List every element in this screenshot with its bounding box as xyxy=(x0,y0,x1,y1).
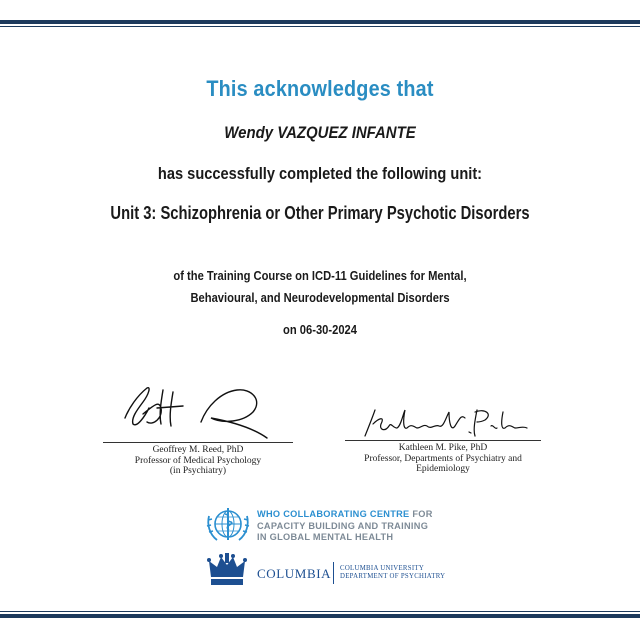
signature-block-reed xyxy=(103,378,293,477)
who-line-3: IN GLOBAL MENTAL HEALTH xyxy=(257,532,394,542)
who-line-1: WHO COLLABORATING CENTRE xyxy=(257,509,410,519)
columbia-department xyxy=(340,565,445,581)
columbia-sub-line-2: DEPARTMENT OF PSYCHIATRY xyxy=(340,573,446,580)
who-line-2: CAPACITY BUILDING AND TRAINING xyxy=(257,520,429,531)
signatory-title-reed: Professor of Medical Psychology xyxy=(134,455,262,466)
who-line-1-rest: FOR xyxy=(409,509,433,519)
who-emblem-icon xyxy=(205,504,251,544)
columbia-wordmark: COLUMBIA xyxy=(257,566,332,581)
unit-title: Unit 3: Schizophrenia or Other Primary Psychotic Disorders xyxy=(110,203,530,223)
crown-icon xyxy=(207,553,247,587)
acknowledgement-heading: This acknowledges that xyxy=(206,76,434,101)
signature-line-pike xyxy=(345,440,541,441)
top-border xyxy=(0,20,640,27)
signatory-title-reed-2: (in Psychiatry) xyxy=(169,466,227,476)
completion-statement: has successfully completed the following unit: xyxy=(157,164,483,183)
bottom-border xyxy=(0,611,640,618)
signature-block-pike xyxy=(345,406,541,475)
columbia-divider xyxy=(333,562,334,584)
signature-pike xyxy=(345,406,541,440)
who-collaborating-centre-text xyxy=(257,509,433,544)
signatory-name-reed: Geoffrey M. Reed, PhD xyxy=(152,445,244,455)
completion-date: on 06-30-2024 xyxy=(283,322,357,337)
signature-line-reed xyxy=(103,442,293,443)
course-line-2: Behavioural, and Neurodevelopmental Disorders xyxy=(190,290,450,305)
signature-reed xyxy=(103,378,293,442)
course-line-1: of the Training Course on ICD-11 Guidelines for Mental, xyxy=(173,268,467,283)
signatory-title-pike: Professor, Departments of Psychiatry and xyxy=(364,453,522,464)
signatory-name-pike: Kathleen M. Pike, PhD xyxy=(398,443,488,453)
columbia-sub-line-1: COLUMBIA UNIVERSITY xyxy=(340,565,425,572)
recipient-name: Wendy VAZQUEZ INFANTE xyxy=(224,123,416,142)
signatory-title-pike-2: Epidemiology xyxy=(416,464,470,474)
